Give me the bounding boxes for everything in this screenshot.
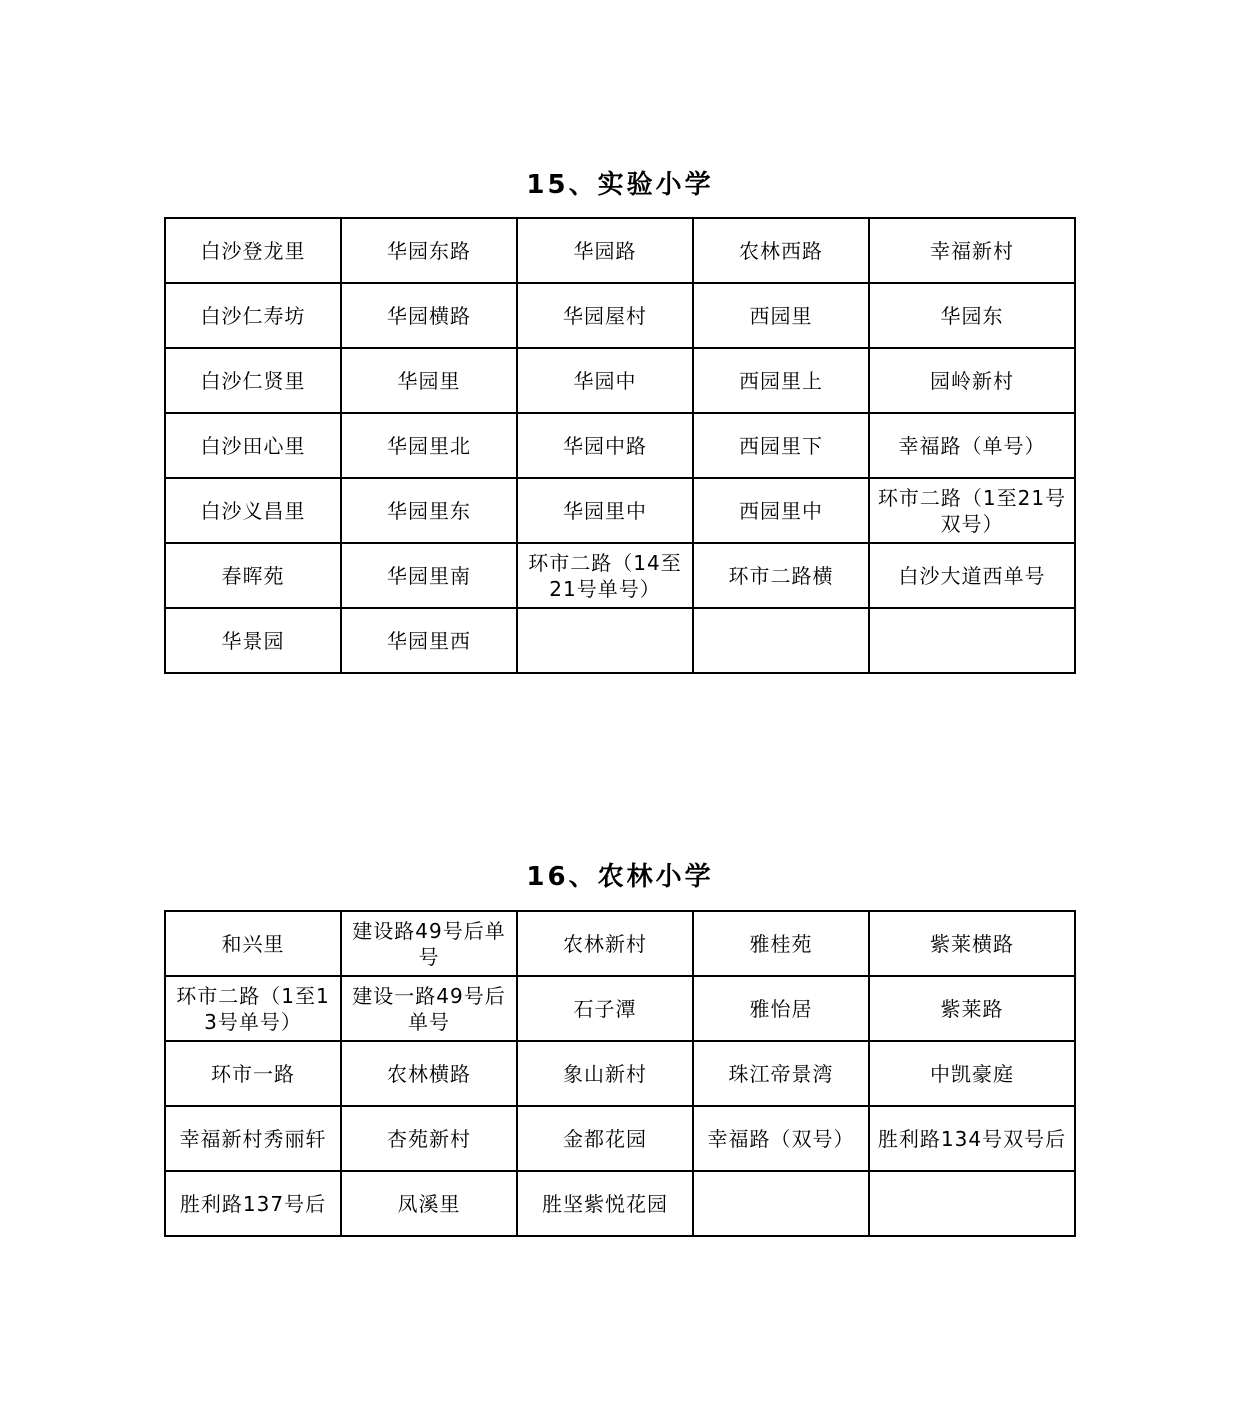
table-cell: 西园里上 — [693, 348, 869, 413]
table-row — [165, 911, 1075, 976]
table-cell: 农林西路 — [693, 218, 869, 283]
section-title-15: 15、实验小学 — [526, 170, 714, 200]
address-table-15 — [164, 217, 1076, 674]
table-cell: 华园横路 — [341, 283, 517, 348]
table-cell: 杏苑新村 — [341, 1106, 517, 1171]
table-cell-empty — [693, 608, 869, 673]
table-cell: 幸福新村秀丽轩 — [165, 1106, 341, 1171]
table-cell: 胜利路137号后 — [165, 1171, 341, 1236]
table-cell: 和兴里 — [165, 911, 341, 976]
table-cell: 白沙仁贤里 — [165, 348, 341, 413]
table-row — [165, 478, 1075, 543]
table-cell: 园岭新村 — [869, 348, 1075, 413]
section-title-16: 16、农林小学 — [526, 862, 714, 892]
table-cell: 紫莱路 — [869, 976, 1075, 1041]
table-cell: 白沙义昌里 — [165, 478, 341, 543]
table-cell-empty — [869, 1171, 1075, 1236]
table-cell: 胜利路134号双号后 — [869, 1106, 1075, 1171]
table-row — [165, 1171, 1075, 1236]
table-row — [165, 1106, 1075, 1171]
table-cell: 胜坚紫悦花园 — [517, 1171, 693, 1236]
table-cell: 建设一路49号后单号 — [341, 976, 517, 1041]
table-cell: 白沙大道西单号 — [869, 543, 1075, 608]
table-cell: 西园里中 — [693, 478, 869, 543]
table-cell: 华园东 — [869, 283, 1075, 348]
table-row — [165, 976, 1075, 1041]
table-cell: 幸福路（单号） — [869, 413, 1075, 478]
table-cell: 西园里 — [693, 283, 869, 348]
table-row — [165, 283, 1075, 348]
table-row — [165, 348, 1075, 413]
table-cell: 华园里 — [341, 348, 517, 413]
table-cell: 华园里中 — [517, 478, 693, 543]
table-cell: 幸福路（双号） — [693, 1106, 869, 1171]
table-cell: 白沙仁寿坊 — [165, 283, 341, 348]
table-cell: 中凯豪庭 — [869, 1041, 1075, 1106]
table-cell: 环市二路（1至21号双号） — [869, 478, 1075, 543]
table-row — [165, 218, 1075, 283]
table-cell: 华园里东 — [341, 478, 517, 543]
table-cell: 华园里南 — [341, 543, 517, 608]
table-cell: 春晖苑 — [165, 543, 341, 608]
table-cell: 华景园 — [165, 608, 341, 673]
table-cell: 环市二路横 — [693, 543, 869, 608]
table-cell: 华园中 — [517, 348, 693, 413]
table-cell: 华园里西 — [341, 608, 517, 673]
table-cell: 凤溪里 — [341, 1171, 517, 1236]
table-cell: 华园屋村 — [517, 283, 693, 348]
table-cell: 农林新村 — [517, 911, 693, 976]
table-cell: 金都花园 — [517, 1106, 693, 1171]
table-cell-empty — [517, 608, 693, 673]
table-cell: 华园里北 — [341, 413, 517, 478]
table-cell: 华园中路 — [517, 413, 693, 478]
table-cell: 环市二路（14至21号单号） — [517, 543, 693, 608]
table-cell: 白沙登龙里 — [165, 218, 341, 283]
table-cell: 西园里下 — [693, 413, 869, 478]
address-table-16 — [164, 910, 1076, 1237]
table-row — [165, 413, 1075, 478]
table-cell: 白沙田心里 — [165, 413, 341, 478]
table-cell-empty — [693, 1171, 869, 1236]
table-cell: 农林横路 — [341, 1041, 517, 1106]
table-cell: 雅怡居 — [693, 976, 869, 1041]
table-cell: 幸福新村 — [869, 218, 1075, 283]
table-row — [165, 608, 1075, 673]
table-cell: 环市二路（1至13号单号） — [165, 976, 341, 1041]
table-row — [165, 543, 1075, 608]
table-cell: 环市一路 — [165, 1041, 341, 1106]
table-cell: 华园东路 — [341, 218, 517, 283]
table-cell: 石子潭 — [517, 976, 693, 1041]
table-cell-empty — [869, 608, 1075, 673]
table-cell: 建设路49号后单号 — [341, 911, 517, 976]
table-row — [165, 1041, 1075, 1106]
table-cell: 象山新村 — [517, 1041, 693, 1106]
table-cell: 雅桂苑 — [693, 911, 869, 976]
table-cell: 紫莱横路 — [869, 911, 1075, 976]
table-cell: 珠江帝景湾 — [693, 1041, 869, 1106]
table-cell: 华园路 — [517, 218, 693, 283]
